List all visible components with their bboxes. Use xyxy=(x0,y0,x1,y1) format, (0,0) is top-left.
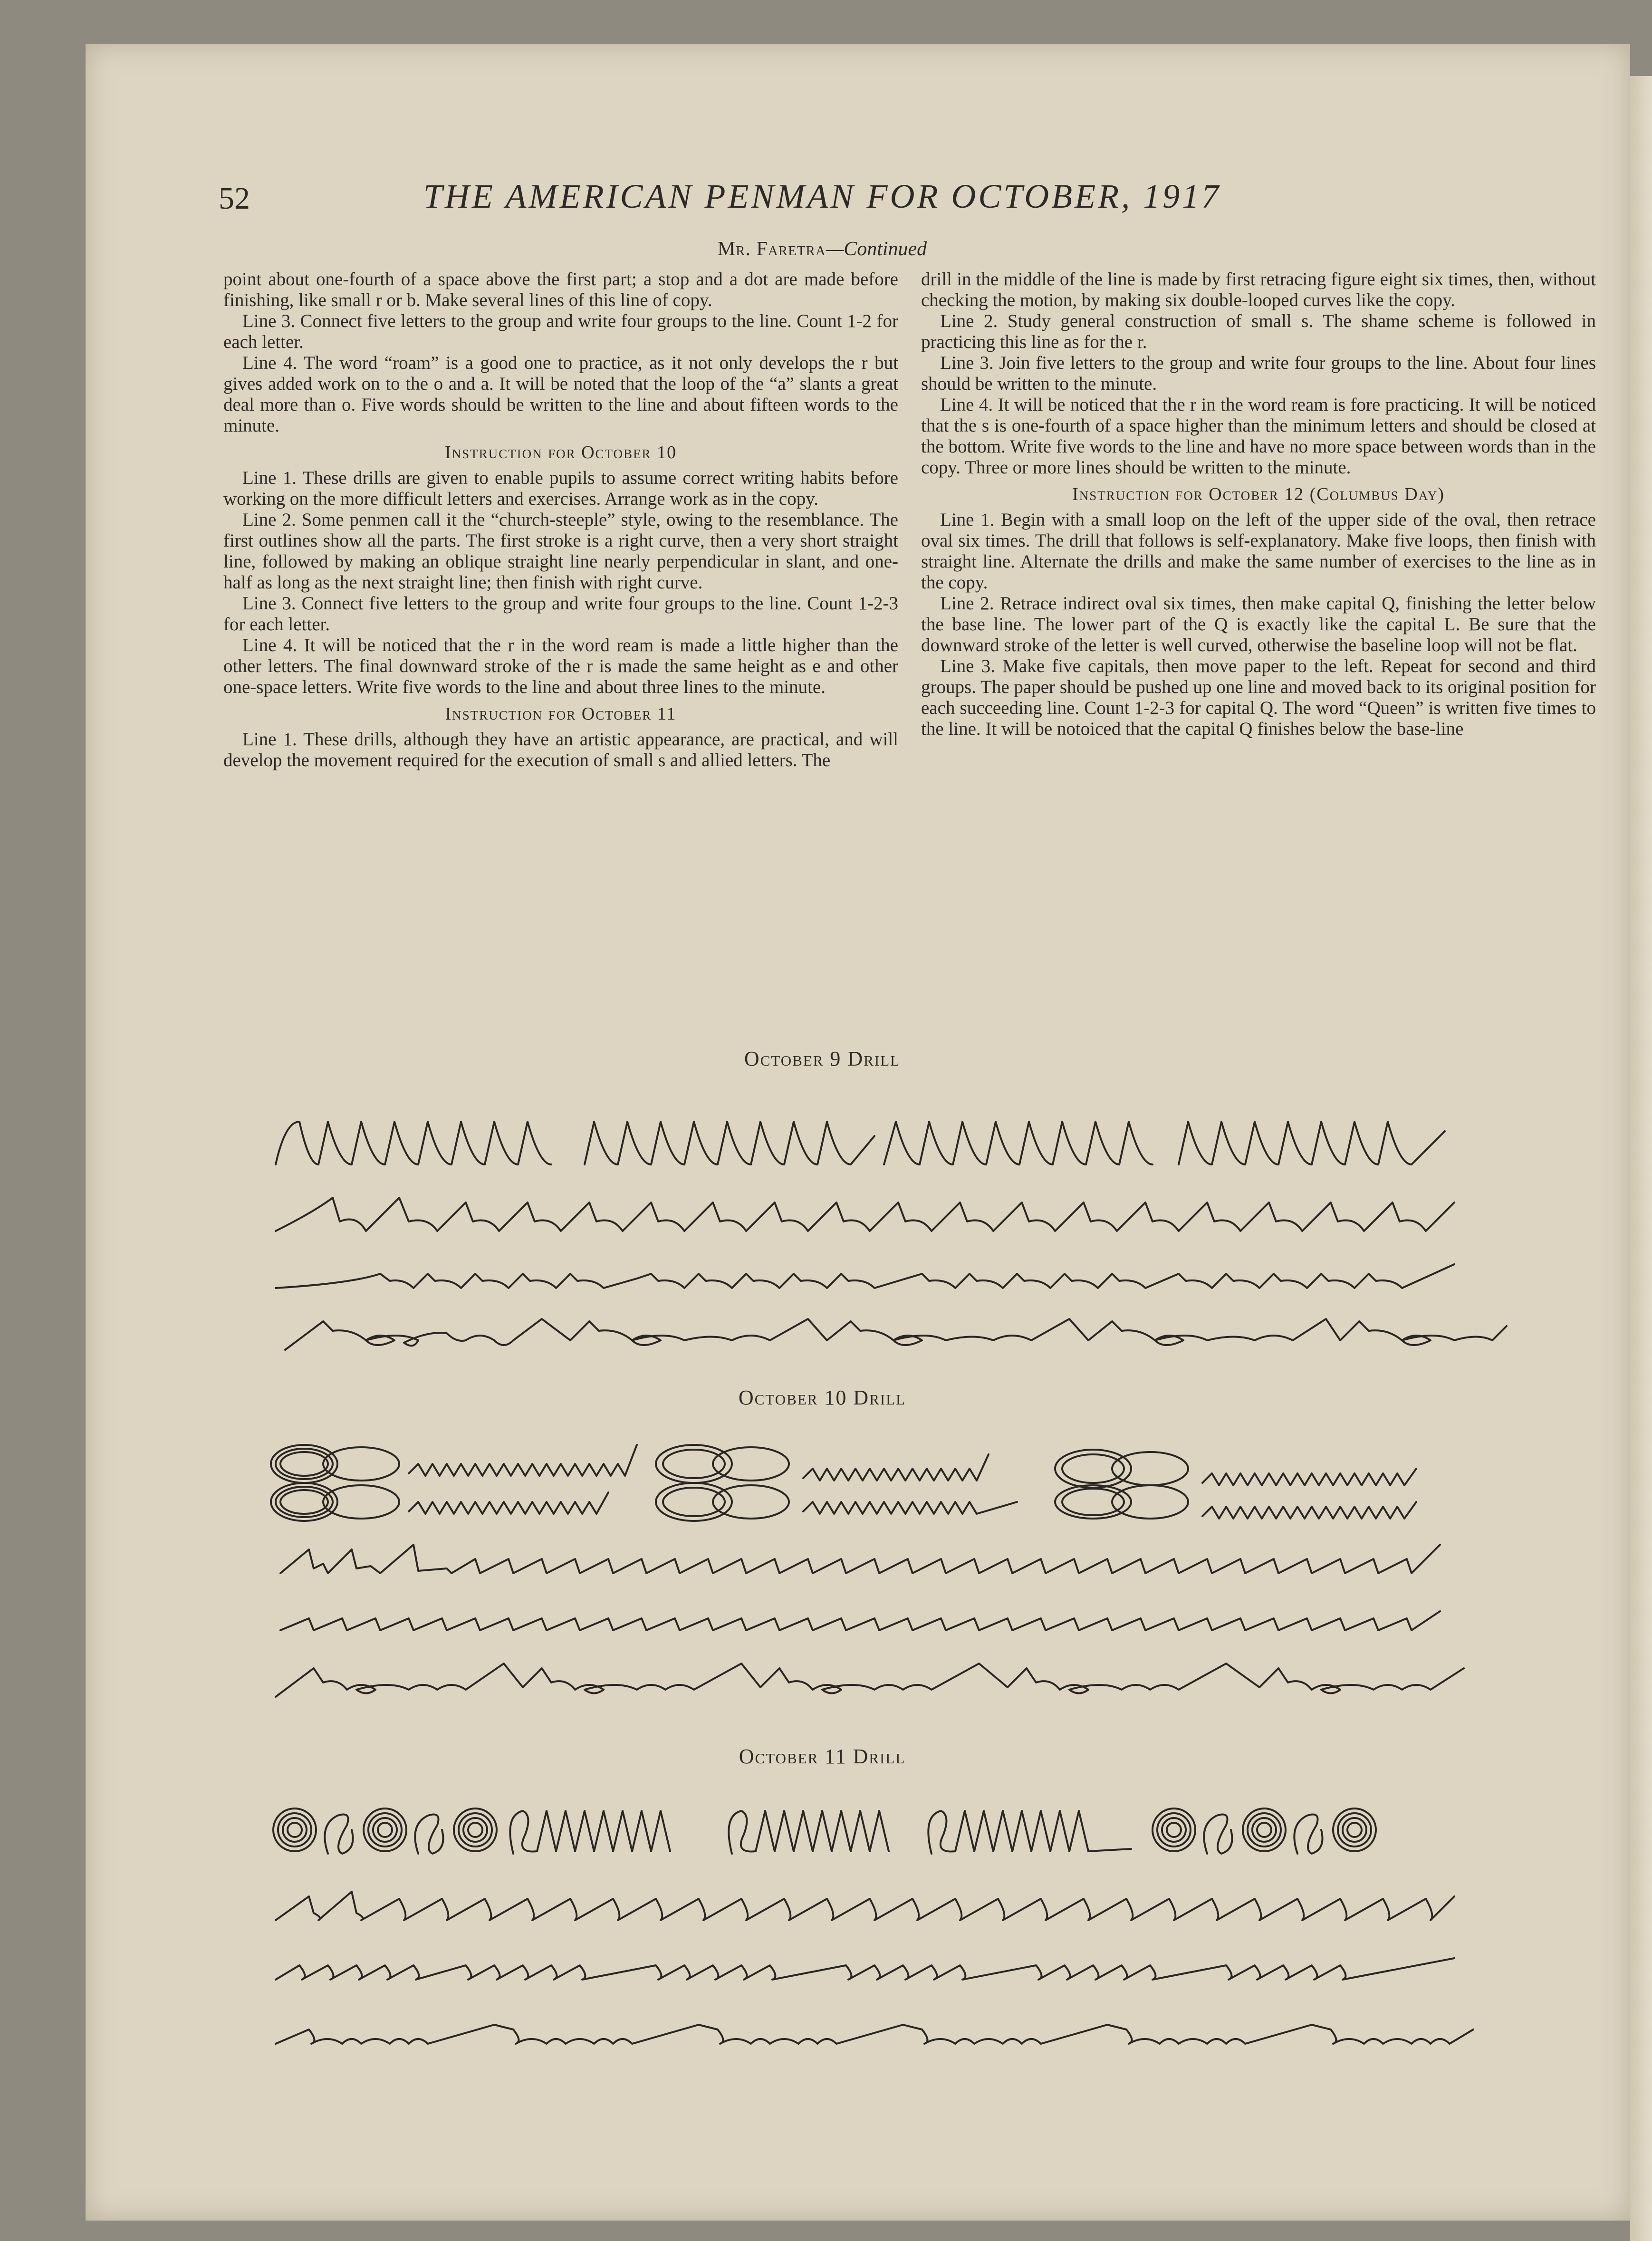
drill-heading-oct10: October 10 Drill xyxy=(738,1386,906,1409)
section-heading: Instruction for October 12 (Columbus Day) xyxy=(1072,484,1445,504)
paragraph: Line 4. It will be noticed that the r in the word ream is fore practicing. It will be noticed that the s is one-fourth of a space higher than the minimum letters and should be closed at the bottom. Write five words to the line and have no more space between words than in the copy. Three or more lines should be written to the minute. xyxy=(921,394,1596,478)
oct11-drill-image xyxy=(257,1797,1511,2063)
drill-row xyxy=(803,1454,989,1481)
left-column xyxy=(223,269,898,771)
drill-row xyxy=(276,1198,1454,1231)
running-head xyxy=(219,177,1426,229)
drill-row xyxy=(285,1319,1507,1350)
paragraph: drill in the middle of the line is made by first retracing figure eight six times, then, without checking the motion, by making six double-looped curves like the copy. xyxy=(921,269,1596,310)
drill-row xyxy=(409,1492,608,1514)
author-continued-line xyxy=(219,238,1426,260)
drill-row xyxy=(276,2025,1473,2044)
drill-row xyxy=(585,1122,874,1164)
retraced-ovals xyxy=(273,1808,1376,1854)
drill-row xyxy=(928,1811,1131,1854)
drill-row xyxy=(409,1445,637,1476)
page-number: 52 xyxy=(219,181,250,216)
section-heading: Instruction for October 10 xyxy=(444,442,677,462)
drill-row xyxy=(276,1122,551,1164)
drill-row xyxy=(276,1664,1464,1697)
paragraph: Line 4. The word “roam” is a good one to practice, as it not only develops the r but gives added work on to the o and a. It will be noted that the loop of the “a” slants a great deal more than o. Five words should be written to the line and about fifteen words to the minute. xyxy=(223,353,898,436)
oct10-drill-image xyxy=(257,1431,1511,1725)
journal-title: THE AMERICAN PENMAN FOR OCTOBER, 1917 xyxy=(423,177,1221,215)
paragraph: Line 3. Connect five letters to the group and write four groups to the line. Count 1-2 for each letter. xyxy=(223,311,898,352)
drill-row xyxy=(1202,1469,1416,1485)
paragraph: Line 4. It will be noticed that the r in the word ream is made a little higher than the other letters. The final downward stroke of the r is made the same height as e and other one-space letters. Write five words to the line and about three lines to the minute. xyxy=(223,635,898,697)
drill-row xyxy=(276,1264,1454,1288)
continued-label: —Continued xyxy=(826,238,927,260)
drill-row xyxy=(729,1811,889,1854)
drill-row xyxy=(280,1545,1440,1573)
paragraph: Line 1. These drills are given to enable pupils to assume correct writing habits before working on the more difficult letters and exercises. Arrange work as in the copy. xyxy=(223,468,898,509)
paragraph: Line 1. These drills, although they have an artistic appearance, are practical, and will develop the movement required for the execution of small s and allied letters. The xyxy=(223,729,898,770)
section-heading: Instruction for October 11 xyxy=(445,704,677,724)
drill-row xyxy=(510,1811,670,1854)
paragraph: Line 1. Begin with a small loop on the left of the upper side of the oval, then retrace oval six times. The drill that follows is self-explanatory. Make five loops, then finish with straight line. Alternate the drills and make the same number of exercises to the line as in the copy. xyxy=(921,510,1596,593)
drill-row xyxy=(1179,1122,1445,1164)
drill-row xyxy=(280,1611,1440,1630)
retraced-ovals xyxy=(271,1445,1188,1521)
paragraph: point about one-fourth of a space above the first part; a stop and a dot are made before finishing, like small r or b. Make several lines of this line of copy. xyxy=(223,269,898,310)
author-name: Mr. Faretra xyxy=(717,238,826,260)
drill-heading-oct11: October 11 Drill xyxy=(739,1745,906,1768)
paragraph: Line 2. Some penmen call it the “church-steeple” style, owing to the resemblance. The first outlines show all the parts. The first stroke is a right curve, then a very short straight line, followed by making an oblique straight line nearly perpendicular in slant, and one-half as long as the next straight line; then finish with right curve. xyxy=(223,510,898,593)
paragraph: Line 3. Connect five letters to the group and write four groups to the line. Count 1-2-3 for each letter. xyxy=(223,593,898,635)
paragraph: Line 3. Make five capitals, then move paper to the left. Repeat for second and third groups. The paper should be pushed up one line and moved back to its original position for each succeeding line. Count 1-2-3 for capital Q. The word “Queen” is written five times to the line. It will be notoiced that the capital Q finishes below the base-line xyxy=(921,656,1596,739)
facing-page-edge xyxy=(1630,76,1652,2241)
paragraph: Line 2. Study general construction of small s. The shame scheme is followed in practicing this line as for the r. xyxy=(921,311,1596,352)
drill-row xyxy=(884,1122,1153,1164)
drill-row xyxy=(803,1502,1017,1514)
drill-row xyxy=(276,1958,1454,1980)
drill-row xyxy=(1202,1502,1416,1519)
drill-row xyxy=(276,1892,1454,1920)
right-column xyxy=(921,269,1596,740)
drill-heading-oct9: October 9 Drill xyxy=(744,1047,901,1070)
paragraph: Line 3. Join five letters to the group and write four groups to the line. About four lines should be written to the minute. xyxy=(921,353,1596,394)
paragraph: Line 2. Retrace indirect oval six times, then make capital Q, finishing the letter below the base line. The lower part of the Q is exactly like the capital L. Be sure that the downward stroke of the letter is well curved, otherwise the baseline loop will not be flat. xyxy=(921,593,1596,655)
oct9-drill-image xyxy=(257,1093,1511,1369)
